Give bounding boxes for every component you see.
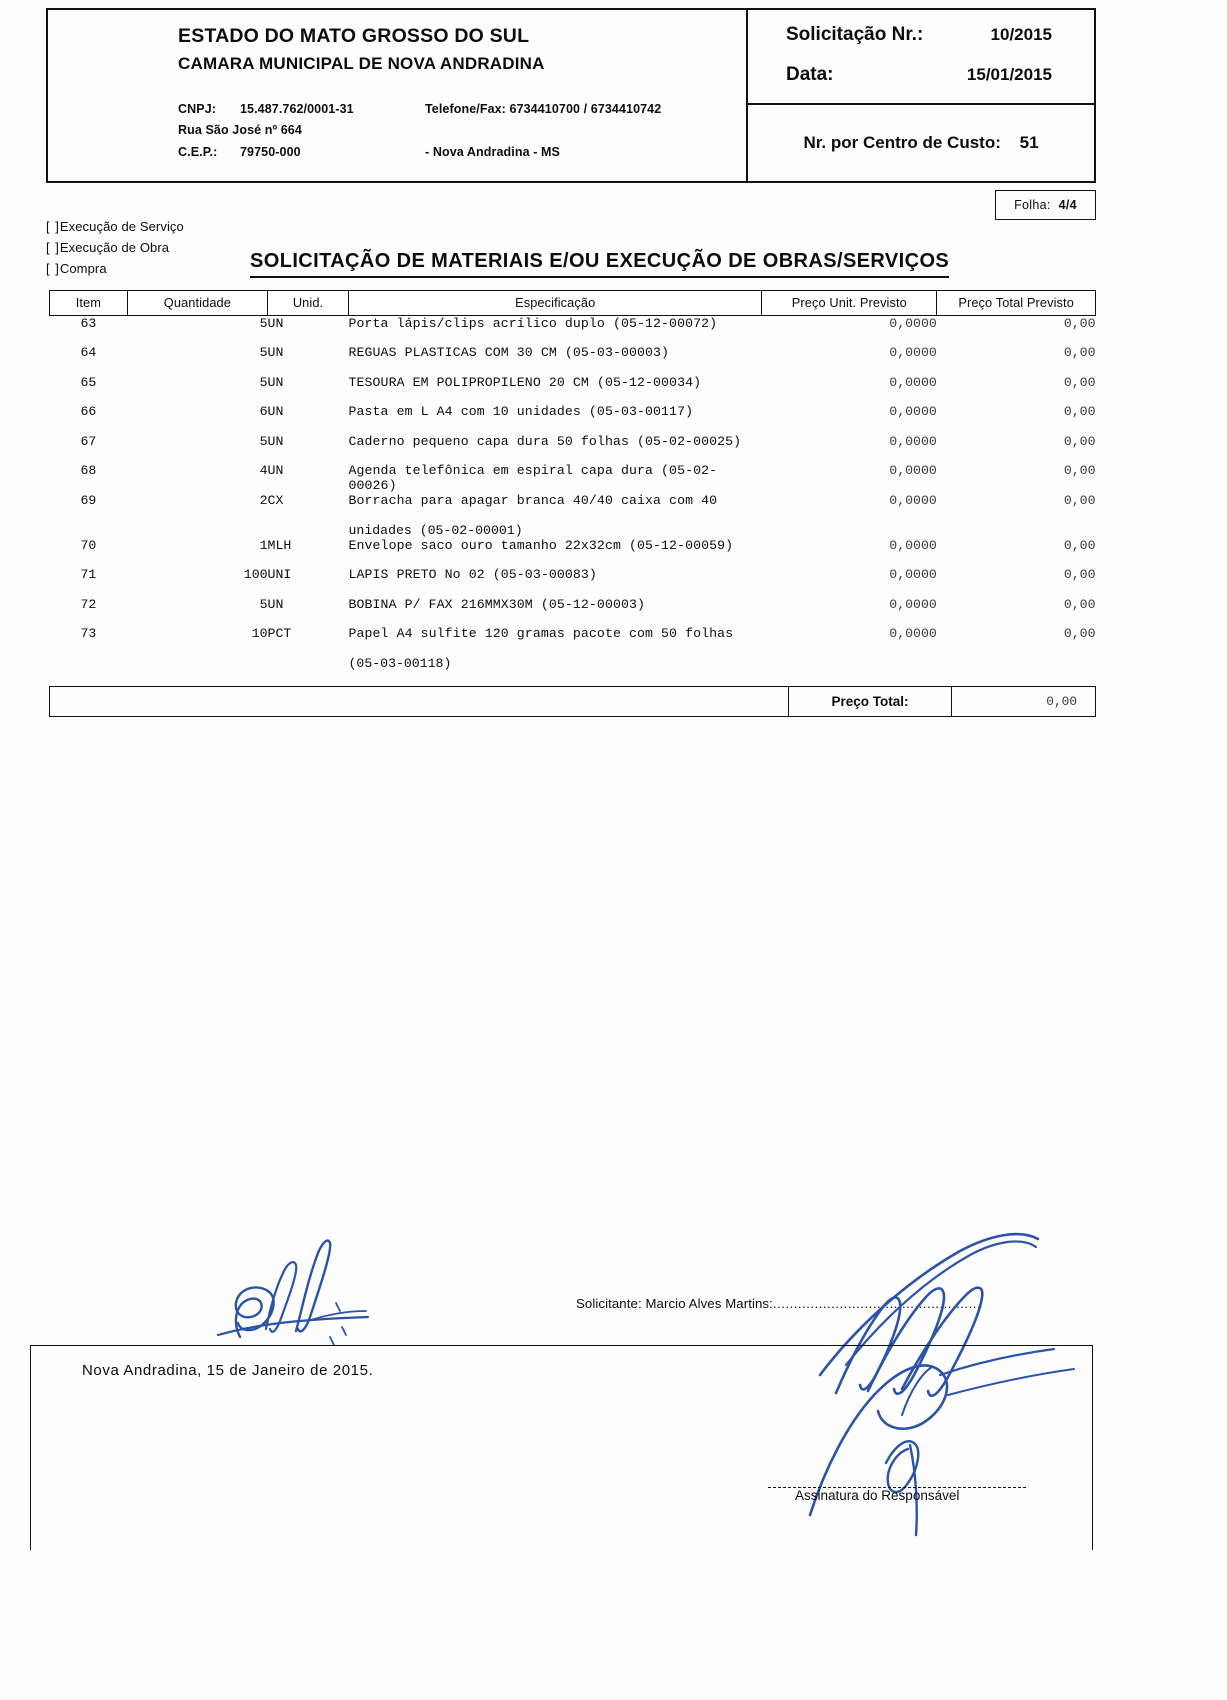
table-row bbox=[50, 375, 1096, 405]
cell-quantidade: 1 bbox=[259, 537, 268, 553]
col-header-item: Item bbox=[50, 291, 128, 316]
cell-empty bbox=[937, 656, 1096, 671]
table-row bbox=[50, 316, 1096, 346]
checkbox-label: Execução de Obra bbox=[59, 240, 170, 256]
cell-quantidade: 2 bbox=[259, 493, 268, 508]
total-label: Preço Total: bbox=[789, 687, 952, 716]
centro-custo-label: Nr. por Centro de Custo: bbox=[803, 133, 1001, 152]
solicitacao-value: 10/2015 bbox=[990, 25, 1052, 44]
table-row bbox=[50, 538, 1096, 568]
cell-especificacao: Pasta em L A4 com 10 unidades (05-03-00117) bbox=[348, 404, 694, 419]
cell-unidade: CX bbox=[267, 493, 284, 508]
items-table bbox=[49, 290, 1096, 671]
data-value: 15/01/2015 bbox=[966, 65, 1052, 84]
table-row bbox=[50, 626, 1096, 656]
cell-empty bbox=[50, 523, 128, 538]
cell-item: 70 bbox=[80, 537, 97, 553]
checkbox-label: Compra bbox=[59, 261, 107, 277]
header-organization-block bbox=[48, 10, 748, 181]
solicitante-label: Solicitante: Marcio Alves Martins: bbox=[576, 1296, 773, 1311]
cell-unidade: PCT bbox=[267, 626, 292, 641]
org-entity-name: CAMARA MUNICIPAL DE NOVA ANDRADINA bbox=[178, 54, 545, 74]
cell-quantidade: 100 bbox=[243, 567, 268, 582]
cell-unidade: UN bbox=[267, 596, 284, 612]
document-title: SOLICITAÇÃO DE MATERIAIS E/OU EXECUÇÃO DE OBRAS/SERVIÇOS bbox=[250, 250, 949, 278]
phone-value: 6734410700 / 6734410742 bbox=[509, 101, 662, 116]
cep-value: 79750-000 bbox=[240, 144, 301, 159]
cell-item: 72 bbox=[80, 596, 97, 612]
solicitante-line bbox=[576, 1296, 981, 1311]
cep-label: C.E.P.: bbox=[178, 144, 218, 159]
cell-preco-total: 0,00 bbox=[1063, 404, 1096, 419]
cell-unidade: UN bbox=[267, 463, 284, 478]
checkbox-execucao-servico[interactable] bbox=[46, 216, 184, 237]
total-row bbox=[49, 686, 1096, 717]
header-request-block bbox=[748, 10, 1094, 181]
cell-especificacao: Porta lápis/clips acrílico duplo (05-12-00072) bbox=[348, 316, 718, 331]
cell-empty bbox=[127, 523, 267, 538]
cell-especificacao: Envelope saco ouro tamanho 22x32cm (05-12-00059) bbox=[348, 537, 734, 553]
cell-preco-total: 0,00 bbox=[1063, 596, 1096, 612]
folha-label: Folha: bbox=[1014, 198, 1051, 212]
table-row bbox=[50, 567, 1096, 597]
col-header-unidade: Unid. bbox=[268, 291, 349, 316]
table-row-continuation bbox=[50, 656, 1096, 671]
cell-unidade: UNI bbox=[267, 567, 292, 582]
cell-item: 68 bbox=[80, 463, 97, 478]
table-row bbox=[50, 434, 1096, 464]
cell-especificacao: Caderno pequeno capa dura 50 folhas (05-02-00025) bbox=[348, 433, 742, 449]
cell-unidade: UN bbox=[267, 374, 284, 390]
phone-label: Telefone/Fax: bbox=[425, 101, 506, 116]
cell-preco-unitario: 0,0000 bbox=[889, 493, 937, 508]
cell-empty bbox=[762, 656, 937, 671]
checkbox-label: Execução de Serviço bbox=[59, 219, 184, 234]
cell-empty bbox=[268, 523, 349, 538]
cell-unidade: UN bbox=[267, 433, 284, 449]
cell-item: 73 bbox=[80, 626, 97, 641]
cell-quantidade: 5 bbox=[259, 596, 268, 612]
cell-preco-total: 0,00 bbox=[1063, 493, 1096, 508]
cell-quantidade: 4 bbox=[259, 463, 268, 478]
centro-custo-row bbox=[803, 133, 1038, 153]
table-body bbox=[50, 316, 1096, 671]
cell-especificacao: TESOURA EM POLIPROPILENO 20 CM (05-12-00034) bbox=[348, 374, 702, 390]
org-state-name: ESTADO DO MATO GROSSO DO SUL bbox=[178, 25, 530, 47]
cell-preco-unitario: 0,0000 bbox=[889, 404, 937, 419]
cell-preco-total: 0,00 bbox=[1063, 316, 1096, 331]
cell-preco-unitario: 0,0000 bbox=[889, 626, 937, 641]
signature-left-ink bbox=[200, 1225, 420, 1355]
col-header-especificacao: Especificação bbox=[349, 291, 762, 316]
cell-preco-total: 0,00 bbox=[1063, 345, 1096, 360]
cnpj-label: CNPJ: bbox=[178, 101, 217, 116]
street-address: Rua São José nº 664 bbox=[178, 123, 302, 138]
city-date-line: Nova Andradina, 15 de Janeiro de 2015. bbox=[82, 1362, 374, 1379]
cell-item: 71 bbox=[80, 567, 97, 582]
cell-quantidade: 5 bbox=[259, 345, 268, 360]
table-row bbox=[50, 597, 1096, 627]
cell-especificacao: Papel A4 sulfite 120 gramas pacote com 50 folhas bbox=[348, 626, 734, 641]
solicitacao-row bbox=[748, 24, 1094, 46]
table-header-row bbox=[50, 291, 1096, 316]
cell-preco-total: 0,00 bbox=[1063, 537, 1096, 553]
cell-especificacao: LAPIS PRETO No 02 (05-03-00083) bbox=[348, 567, 597, 582]
solicitacao-label: Solicitação Nr.: bbox=[786, 24, 924, 45]
cell-especificacao-continued: (05-03-00118) bbox=[348, 655, 452, 671]
cell-unidade: UN bbox=[267, 316, 284, 331]
cell-especificacao: Agenda telefônica em espiral capa dura (05-02-00026) bbox=[348, 463, 718, 493]
cell-preco-unitario: 0,0000 bbox=[889, 316, 937, 331]
col-header-quantidade: Quantidade bbox=[127, 291, 267, 316]
responsible-signature-label: Assinatura do Responsável bbox=[795, 1488, 960, 1503]
cell-especificacao-continued: unidades (05-02-00001) bbox=[348, 522, 523, 538]
cell-especificacao: BOBINA P/ FAX 216MMX30M (05-12-00003) bbox=[348, 596, 646, 612]
solicitante-dotted-line: .................................................. bbox=[772, 1296, 982, 1311]
table-row bbox=[50, 463, 1096, 493]
cell-especificacao: REGUAS PLASTICAS COM 30 CM (05-03-00003) bbox=[348, 345, 670, 360]
cell-quantidade: 6 bbox=[259, 404, 268, 419]
cell-quantidade: 5 bbox=[259, 433, 268, 449]
table-row bbox=[50, 345, 1096, 375]
cell-item: 63 bbox=[80, 316, 97, 331]
cell-item: 64 bbox=[80, 345, 97, 360]
cell-preco-unitario: 0,0000 bbox=[889, 463, 937, 478]
data-row bbox=[748, 64, 1094, 86]
cell-preco-total: 0,00 bbox=[1063, 374, 1096, 390]
cell-empty bbox=[268, 656, 349, 671]
total-spacer bbox=[50, 687, 789, 716]
cell-preco-total: 0,00 bbox=[1063, 433, 1096, 449]
folha-box bbox=[995, 190, 1096, 220]
checkbox-box-icon: [ ] bbox=[46, 261, 60, 277]
cell-unidade: MLH bbox=[267, 537, 292, 553]
cell-unidade: UN bbox=[267, 404, 284, 419]
cell-quantidade: 10 bbox=[251, 626, 268, 641]
cell-quantidade: 5 bbox=[259, 374, 268, 390]
cell-preco-unitario: 0,0000 bbox=[889, 567, 937, 582]
cell-item: 66 bbox=[80, 404, 97, 419]
cell-quantidade: 5 bbox=[259, 316, 268, 331]
cell-unidade: UN bbox=[267, 345, 284, 360]
cell-preco-total: 0,00 bbox=[1063, 463, 1096, 478]
checkbox-compra[interactable] bbox=[46, 258, 184, 279]
checkbox-execucao-obra[interactable] bbox=[46, 237, 184, 258]
cell-preco-total: 0,00 bbox=[1063, 626, 1096, 641]
cell-preco-unitario: 0,0000 bbox=[889, 537, 937, 553]
centro-custo-value: 51 bbox=[1019, 133, 1039, 152]
col-header-preco-total: Preço Total Previsto bbox=[937, 291, 1096, 316]
cell-preco-unitario: 0,0000 bbox=[889, 374, 937, 390]
cell-especificacao: Borracha para apagar branca 40/40 caixa com 40 bbox=[348, 493, 718, 508]
data-label: Data: bbox=[786, 64, 834, 85]
cell-preco-total: 0,00 bbox=[1063, 567, 1096, 582]
cell-preco-unitario: 0,0000 bbox=[889, 596, 937, 612]
cell-preco-unitario: 0,0000 bbox=[889, 433, 937, 449]
document-header bbox=[46, 8, 1096, 183]
city-state: - Nova Andradina - MS bbox=[425, 144, 560, 159]
cell-item: 67 bbox=[80, 433, 97, 449]
col-header-preco-unitario: Preço Unit. Previsto bbox=[762, 291, 937, 316]
cell-empty bbox=[127, 656, 267, 671]
folha-value: 4/4 bbox=[1058, 198, 1077, 212]
checkbox-box-icon: [ ] bbox=[46, 240, 60, 256]
cell-preco-unitario: 0,0000 bbox=[889, 345, 937, 360]
request-type-checkboxes bbox=[46, 216, 184, 279]
cell-empty bbox=[937, 523, 1096, 538]
table-row bbox=[50, 493, 1096, 523]
cell-empty bbox=[50, 656, 128, 671]
total-value: 0,00 bbox=[1046, 694, 1077, 709]
checkbox-box-icon: [ ] bbox=[46, 219, 60, 234]
cnpj-value: 15.487.762/0001-31 bbox=[240, 101, 354, 116]
cell-item: 65 bbox=[80, 374, 97, 390]
table-row-continuation bbox=[50, 523, 1096, 538]
org-address-block bbox=[178, 99, 746, 164]
table-row bbox=[50, 404, 1096, 434]
cell-empty bbox=[762, 523, 937, 538]
cell-item: 69 bbox=[80, 493, 97, 508]
